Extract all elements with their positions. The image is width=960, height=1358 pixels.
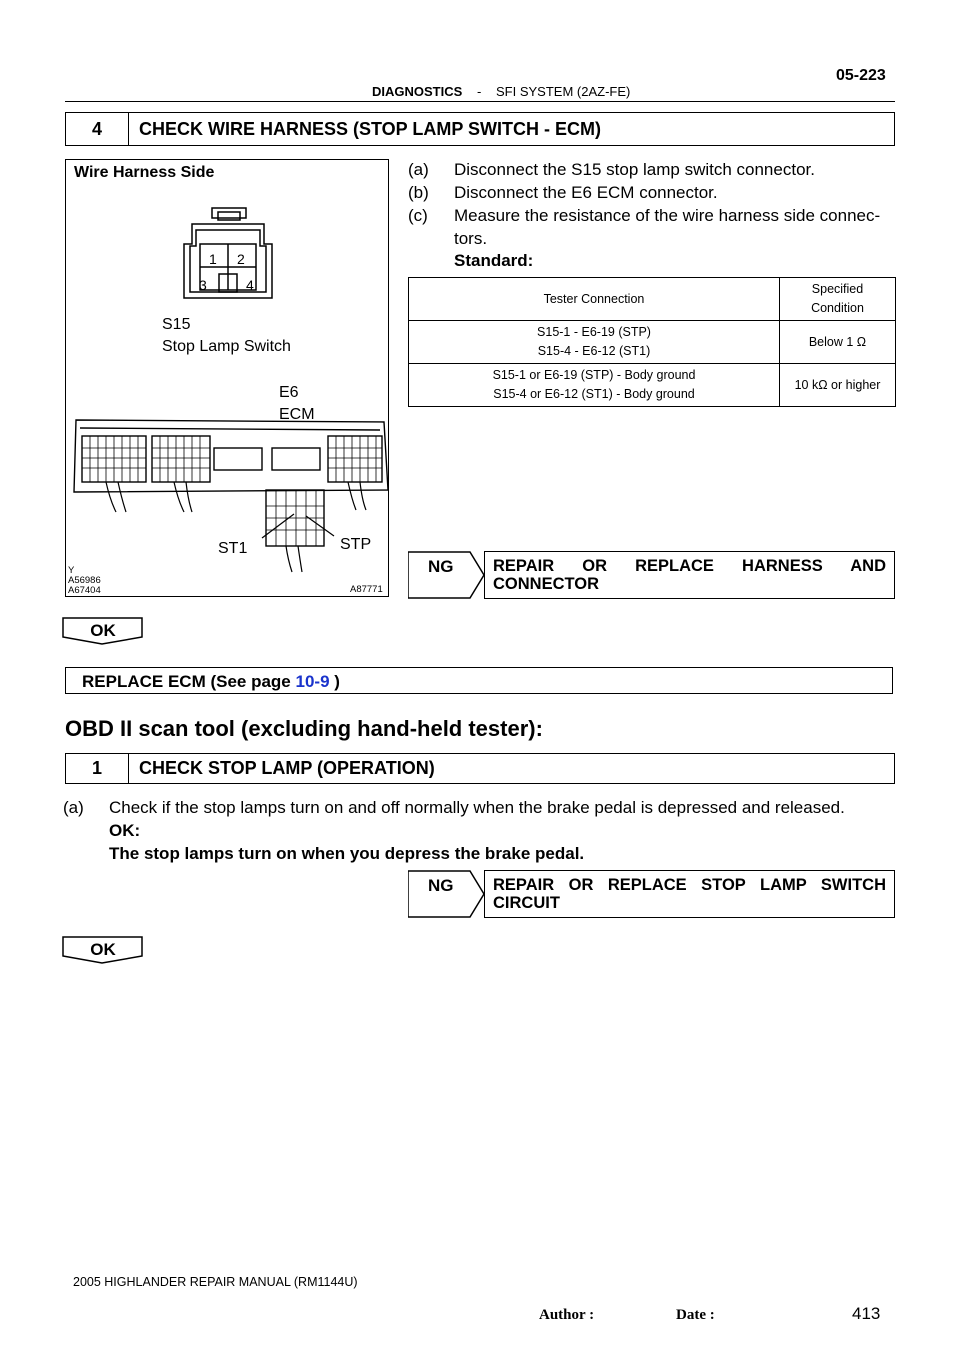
s15-label: S15 bbox=[162, 316, 191, 333]
table-row bbox=[409, 321, 896, 364]
diagram-title: Wire Harness Side bbox=[74, 164, 215, 181]
stp-label: STP bbox=[340, 536, 372, 553]
step1-instruction: (a) Check if the stop lamps turn on and off normally when the brake pedal is depressed and released. bbox=[63, 798, 845, 817]
instruction-c: (c) Measure the resistance of the wire harness side connec- bbox=[408, 206, 881, 225]
result-box: REPLACE ECM (See page 10-9 ) bbox=[65, 667, 893, 694]
page-link[interactable]: 10-9 bbox=[295, 672, 330, 691]
step4-header bbox=[65, 112, 895, 146]
e6-label: E6 bbox=[279, 384, 299, 401]
step1-header bbox=[65, 753, 895, 784]
diagram-drawing bbox=[66, 160, 389, 597]
connector-diagram bbox=[65, 159, 389, 597]
header-subsection: SFI SYSTEM (2AZ-FE) bbox=[496, 84, 631, 99]
e6-description: ECM bbox=[279, 406, 315, 423]
footer-manual: 2005 HIGHLANDER REPAIR MANUAL (RM1144U) bbox=[73, 1275, 358, 1289]
instruction-b: (b) Disconnect the E6 ECM connector. bbox=[408, 183, 718, 202]
code-a56986: A56986 bbox=[68, 575, 101, 586]
table-cell-condition: Below 1 Ω bbox=[780, 321, 896, 364]
table-row bbox=[409, 364, 896, 407]
ecm-body-icon bbox=[74, 420, 388, 546]
figure-id: A87771 bbox=[350, 584, 383, 595]
s15-description: Stop Lamp Switch bbox=[162, 338, 291, 355]
step1-title: CHECK STOP LAMP (OPERATION) bbox=[139, 758, 435, 778]
footer-date-label: Date : bbox=[676, 1307, 715, 1323]
step4-number: 4 bbox=[66, 113, 129, 145]
page-code: 05-223 bbox=[836, 67, 886, 84]
table-cell-connection: S15-1 - E6-19 (STP) S15-4 - E6-12 (ST1) bbox=[409, 321, 780, 364]
footer-page-number: 413 bbox=[852, 1304, 881, 1323]
header-separator: - bbox=[477, 84, 482, 99]
spec-table bbox=[408, 277, 896, 407]
pin-1-label: 1 bbox=[209, 251, 217, 267]
table-header-row bbox=[409, 278, 896, 321]
ok-label: OK bbox=[90, 621, 116, 640]
obd-heading: OBD II scan tool (excluding hand-held tester): bbox=[65, 716, 543, 741]
ng-flag: NG bbox=[428, 876, 454, 895]
table-cell-condition: 10 kΩ or higher bbox=[780, 364, 896, 407]
step1-ok-text: The stop lamps turn on when you depress the brake pedal. bbox=[109, 844, 585, 863]
standard-label: Standard: bbox=[454, 251, 534, 270]
code-y: Y bbox=[68, 565, 75, 576]
ng-flag: NG bbox=[428, 557, 454, 576]
footer-author-label: Author : bbox=[539, 1307, 595, 1323]
table-cell-connection: S15-1 or E6-19 (STP) - Body ground S15-4 or E6-12 (ST1) - Body ground bbox=[409, 364, 780, 407]
step4-title: CHECK WIRE HARNESS (STOP LAMP SWITCH - ECM) bbox=[139, 118, 602, 139]
step1-ok-heading: OK: bbox=[109, 821, 141, 840]
instruction-c-continued: tors. bbox=[454, 229, 488, 248]
s15-connector-icon bbox=[184, 208, 272, 298]
pin-2-label: 2 bbox=[237, 251, 245, 267]
step1-number: 1 bbox=[66, 754, 129, 783]
ng-action-box: REPAIR OR REPLACE STOP LAMP SWITCH CIRCUIT bbox=[484, 870, 895, 918]
header-section: DIAGNOSTICS bbox=[372, 84, 463, 99]
pin-4-label: 4 bbox=[246, 277, 254, 293]
ng-action-box: REPAIR OR REPLACE HARNESS AND CONNECTOR bbox=[484, 551, 895, 599]
header-specified-condition: Specified Condition bbox=[780, 278, 896, 321]
header-tester-connection: Tester Connection bbox=[409, 278, 780, 321]
st1-label: ST1 bbox=[218, 540, 248, 557]
ok-label: OK bbox=[90, 940, 116, 959]
code-a67404: A67404 bbox=[68, 585, 101, 596]
header-rule bbox=[65, 101, 895, 102]
pin-3-label: 3 bbox=[199, 277, 207, 293]
instruction-a: (a) Disconnect the S15 stop lamp switch connector. bbox=[408, 160, 815, 179]
